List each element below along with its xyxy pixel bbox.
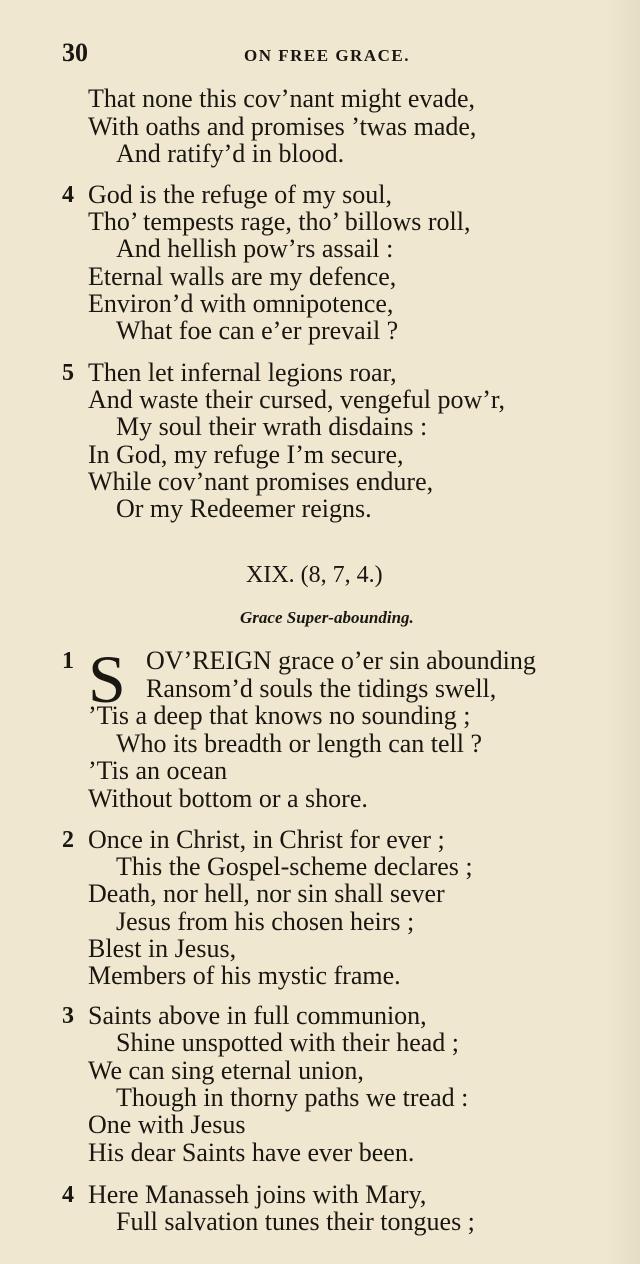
stanza-number: 3 [62, 1003, 74, 1029]
verse-line: In God, my refuge I’m secure, [88, 440, 404, 469]
verse-line: While cov’nant promises endure, [88, 467, 434, 496]
verse-line: Then let infernal legions roar, [88, 358, 397, 387]
page-number: 30 [62, 38, 88, 67]
verse-line: Shine unspotted with their head ; [116, 1028, 460, 1057]
verse-line: Blest in Jesus, [88, 934, 237, 963]
verse-line: Though in thorny paths we tread : [116, 1083, 469, 1112]
verse-line: Without bottom or a shore. [88, 784, 368, 813]
verse-line: OV’REIGN grace o’er sin abounding [146, 646, 536, 675]
verse-line: Who its breadth or length can tell ? [116, 729, 483, 758]
stanza-number: 4 [62, 1182, 74, 1208]
verse-line: One with Jesus [88, 1110, 246, 1139]
drop-cap: S [88, 641, 126, 717]
verse-line: Ransom’d souls the tidings swell, [146, 674, 497, 703]
verse-line: Full salvation tunes their tongues ; [116, 1207, 475, 1236]
running-title: ON FREE GRACE. [244, 46, 410, 65]
verse-line: God is the refuge of my soul, [88, 180, 393, 209]
verse-line: Death, nor hell, nor sin shall sever [88, 879, 445, 908]
verse-line: And waste their cursed, vengeful pow’r, [88, 385, 505, 414]
stanza-number: 4 [62, 182, 74, 208]
page-edge-shadow [604, 0, 640, 1264]
verse-line: Eternal walls are my defence, [88, 262, 397, 291]
hymn-title: XIX. (8, 7, 4.) [246, 562, 383, 588]
page-header [0, 38, 640, 68]
stanza-number: 1 [62, 648, 74, 674]
verse-line: With oaths and promises ’twas made, [88, 112, 477, 141]
stanza-number: 2 [62, 827, 74, 853]
verse-line: My soul their wrath disdains : [116, 412, 428, 441]
verse-line: That none this cov’nant might evade, [88, 84, 476, 113]
verse-line: And ratify’d in blood. [116, 139, 345, 168]
verse-line: ’Tis a deep that knows no sounding ; [88, 701, 471, 730]
hymn-subtitle: Grace Super-abounding. [240, 608, 414, 627]
verse-line: Environ’d with omnipotence, [88, 289, 394, 318]
verse-line: Tho’ tempests rage, tho’ billows roll, [88, 207, 471, 236]
verse-line: Once in Christ, in Christ for ever ; [88, 825, 445, 854]
verse-line: What foe can e’er prevail ? [116, 316, 399, 345]
verse-line: Saints above in full communion, [88, 1001, 427, 1030]
verse-line: This the Gospel-scheme declares ; [116, 852, 473, 881]
verse-line: We can sing eternal union, [88, 1056, 364, 1085]
verse-line: Here Manasseh joins with Mary, [88, 1180, 427, 1209]
verse-line: Or my Redeemer reigns. [116, 494, 372, 523]
verse-line: ’Tis an ocean [88, 756, 228, 785]
verse-line: Members of his mystic frame. [88, 961, 401, 990]
stanza-number: 5 [62, 360, 74, 386]
verse-line: His dear Saints have ever been. [88, 1138, 415, 1167]
verse-line: Jesus from his chosen heirs ; [116, 907, 415, 936]
verse-line: And hellish pow’rs assail : [116, 234, 394, 263]
